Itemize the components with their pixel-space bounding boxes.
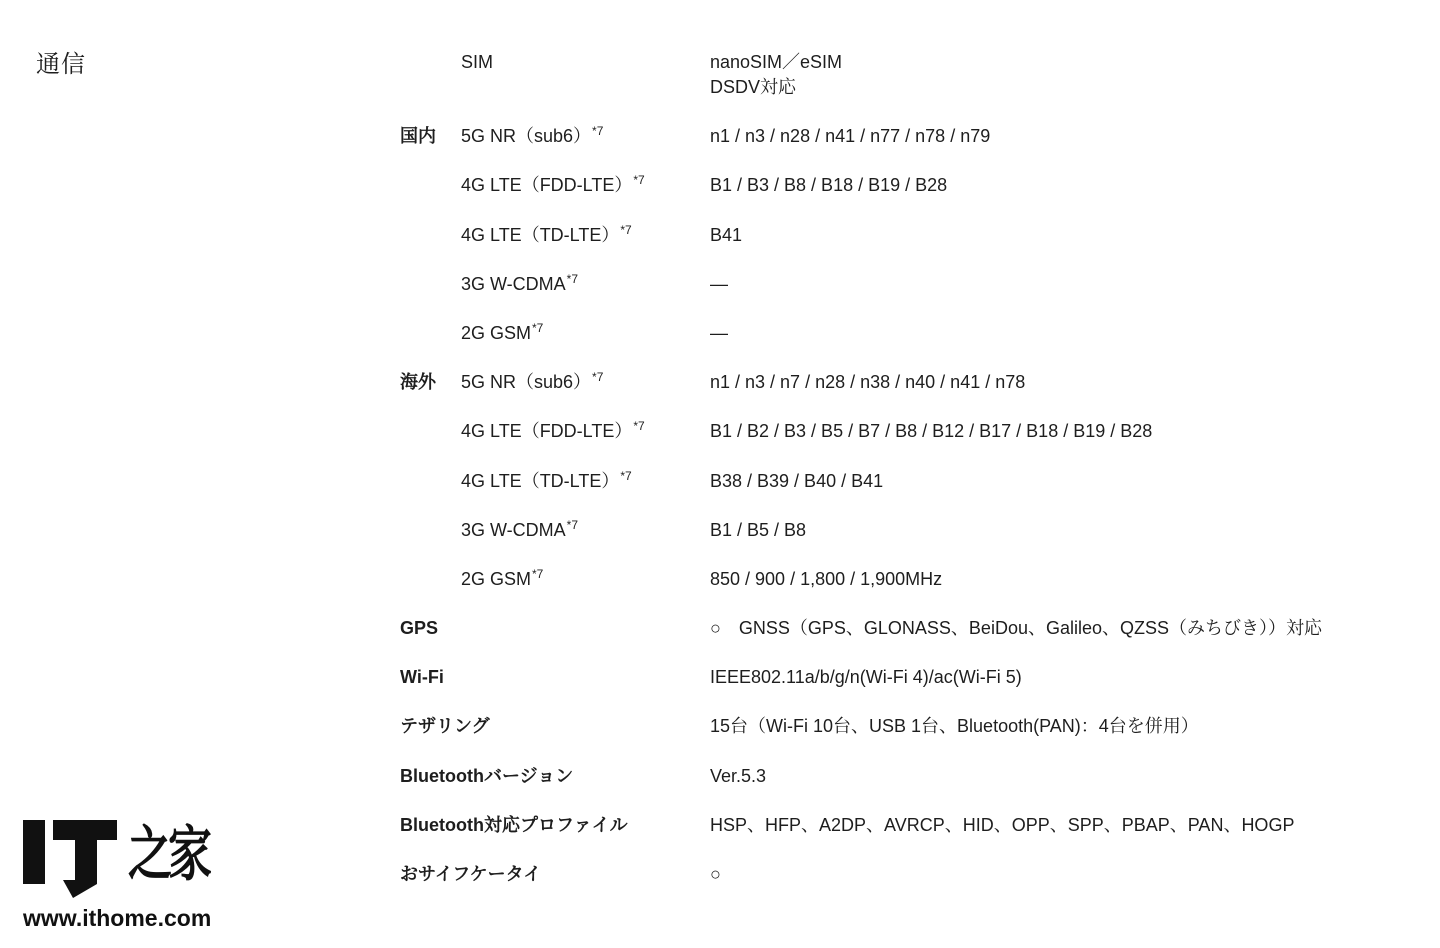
footnote-marker: *7 [566,517,579,532]
spec-label: SIM [461,52,494,72]
band-name: 2G GSM [461,568,532,589]
spec-label [461,223,710,248]
spec-label [461,321,710,346]
spec-label [461,124,710,149]
spec-row-bluetooth-profiles [400,813,1420,862]
spec-value: B1 / B3 / B8 / B18 / B19 / B28 [710,175,948,196]
feature-value: Ver.5.3 [710,765,767,786]
footnote-marker: *7 [633,173,645,188]
footnote-marker: *7 [633,419,645,434]
band-name: 4G LTE（TD-LTE） [461,224,620,245]
spec-label [461,567,710,592]
footnote-marker: *7 [532,320,544,335]
spec-row-domestic-4g-td [400,223,1420,272]
band-name: 4G LTE（FDD-LTE） [461,421,633,442]
logo-letter-i [23,820,45,884]
spec-row-bluetooth-version [400,764,1420,813]
feature-value: 15台（Wi-Fi 10台、USB 1台、Bluetooth(PAN)：4台を併用） [710,716,1199,737]
spec-label [461,518,710,543]
spec-label [461,419,710,444]
feature-label: おサイフケータイ [400,864,542,884]
spec-value: 850 / 900 / 1,800 / 1,900MHz [710,568,943,589]
spec-row-osaifu-keitai [400,862,1420,911]
spec-value: B41 [710,224,743,245]
spec-value [710,50,1420,100]
spec-table [400,50,1420,911]
category-label-domestic: 国内 [400,126,436,147]
band-name: 5G NR（sub6） [461,372,592,393]
spec-value: n1 / n3 / n28 / n41 / n77 / n78 / n79 [710,126,991,147]
feature-label: テザリング [400,716,490,737]
footnote-marker: *7 [566,271,579,286]
spec-label [461,173,710,198]
feature-value: ○ [710,864,721,884]
feature-label: GPS [400,618,439,639]
spec-value: B1 / B2 / B3 / B5 / B7 / B8 / B12 / B17 / B18 / B19 / B28 [710,421,1153,442]
spec-row-overseas-4g-td [400,469,1420,518]
feature-value: IEEE802.11a/b/g/n(Wi-Fi 4)/ac(Wi-Fi 5) [710,667,1022,688]
spec-label [461,272,710,297]
band-name: 4G LTE（FDD-LTE） [461,175,633,196]
feature-label: Bluetoothバージョン [400,765,574,786]
band-name: 3G W-CDMA [461,273,566,294]
band-name: 4G LTE（TD-LTE） [461,470,620,491]
spec-value-line: nanoSIM／eSIM [710,52,843,72]
spec-row-overseas-2g [400,567,1420,616]
logo-bubble-tail [63,880,97,898]
footnote-marker: *7 [620,468,632,483]
footnote-marker: *7 [592,124,604,139]
section-title: 通信 [36,51,86,78]
spec-row-sim [400,50,1420,124]
spec-row-domestic-4g-fdd [400,173,1420,222]
band-name: 5G NR（sub6） [461,126,592,147]
spec-row-overseas-4g-fdd [400,419,1420,468]
spec-row-overseas-5g-nr [400,370,1420,419]
feature-label: Wi-Fi [400,667,444,688]
footnote-marker: *7 [620,222,632,237]
spec-row-domestic-5g-nr [400,124,1420,173]
band-name: 3G W-CDMA [461,519,566,540]
band-name: 2G GSM [461,322,532,343]
logo-letter-t-stem [75,820,97,884]
it-logo-icon [23,820,119,900]
spec-row-wifi [400,665,1420,714]
spec-label [461,370,710,395]
feature-label: Bluetooth対応プロファイル [400,814,628,835]
spec-row-tethering [400,714,1420,763]
spec-value: B1 / B5 / B8 [710,519,807,540]
spec-row-gps [400,616,1420,665]
spec-value: — [710,273,728,294]
feature-value: ○ GNSS（GPS、GLONASS、BeiDou、Galileo、QZSS（みちびき））対応 [710,618,1322,639]
spec-value-line: DSDV対応 [710,77,797,97]
spec-row-domestic-2g [400,321,1420,370]
spec-row-overseas-3g [400,518,1420,567]
spec-value: — [710,322,728,343]
spec-value: B38 / B39 / B40 / B41 [710,470,884,491]
category-label-overseas: 海外 [400,372,436,393]
footnote-marker: *7 [592,370,604,385]
footnote-marker: *7 [532,566,544,581]
spec-value: n1 / n3 / n7 / n28 / n38 / n40 / n41 / n78 [710,372,1026,393]
feature-value: HSP、HFP、A2DP、AVRCP、HID、OPP、SPP、PBAP、PAN、HOGP [710,814,1295,835]
watermark-url: www.ithome.com [23,905,212,931]
spec-label [461,469,710,494]
spec-row-domestic-3g [400,272,1420,321]
logo-lettering: 之家 [128,820,208,890]
